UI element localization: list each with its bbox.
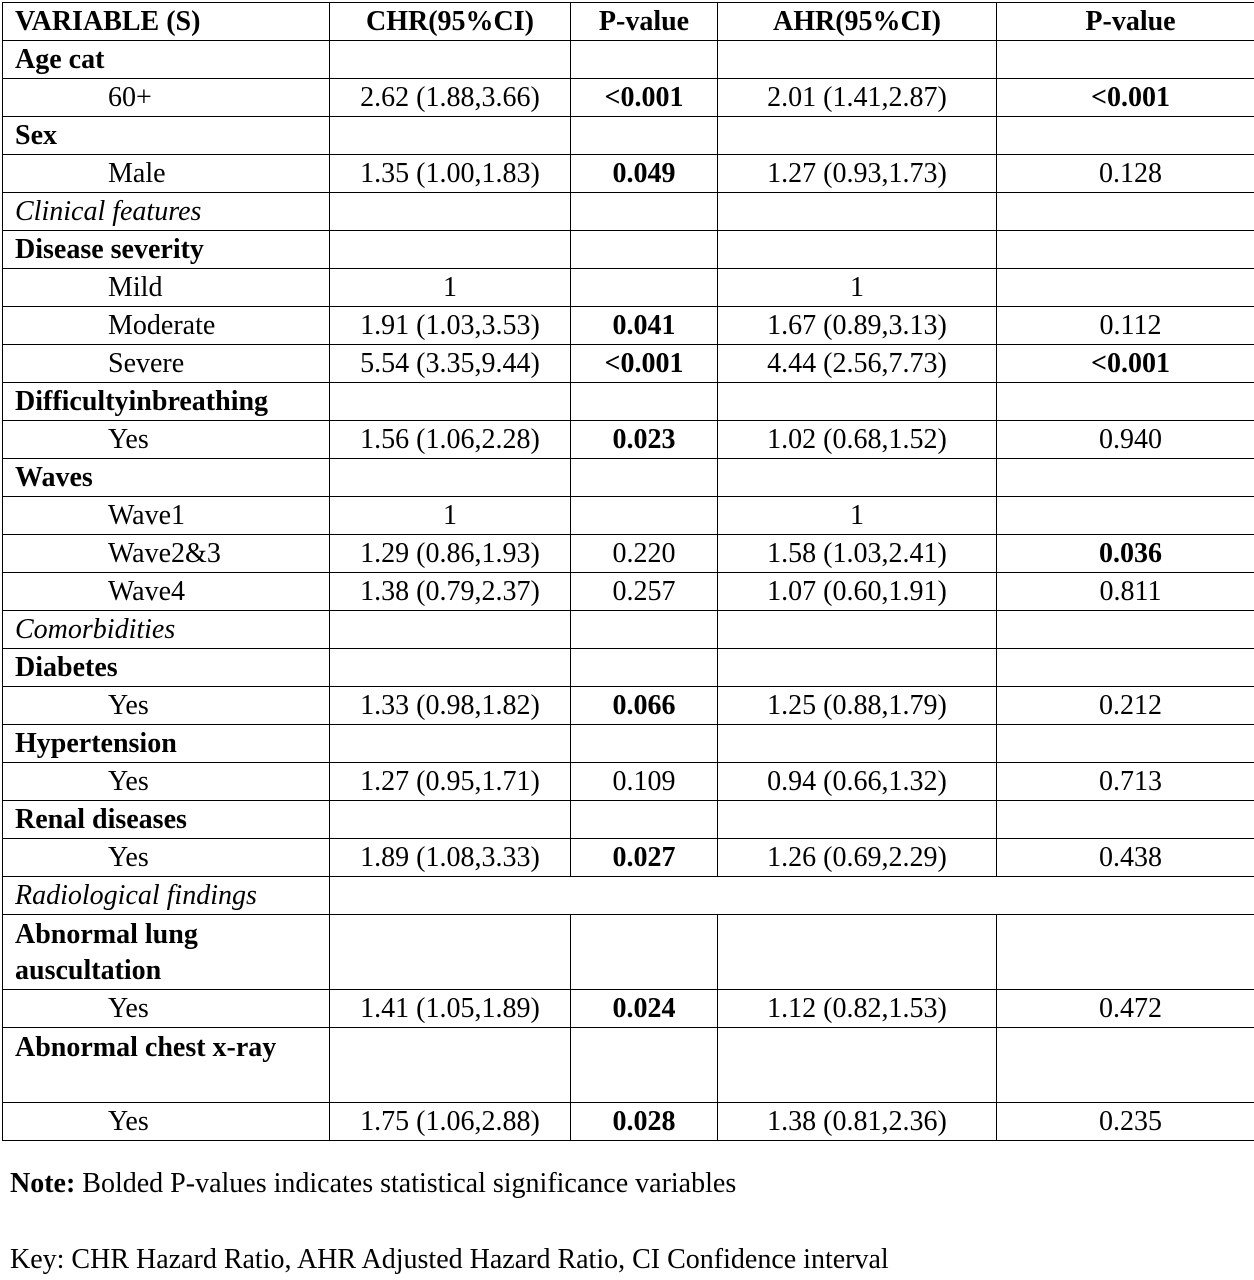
category-label: Wave1 [3, 497, 330, 535]
p-value-1: 0.049 [571, 155, 718, 193]
variable-label: Hypertension [3, 725, 330, 763]
p-value-2: 0.940 [997, 421, 1254, 459]
variable-label: Renal diseases [3, 801, 330, 839]
empty-cell [997, 383, 1254, 421]
table-row [3, 687, 1254, 725]
header-p-value-1: P-value [571, 3, 718, 41]
category-label: Wave4 [3, 573, 330, 611]
section-label: Clinical features [3, 193, 330, 231]
note-text: Bolded P-values indicates statistical significance variables [75, 1168, 737, 1199]
variable-label: Diabetes [3, 649, 330, 687]
empty-cell [330, 193, 571, 231]
chr-value: 1 [330, 497, 571, 535]
category-label: Yes [3, 990, 330, 1028]
category-label: Severe [3, 345, 330, 383]
empty-cell [330, 117, 571, 155]
category-label: Moderate [3, 307, 330, 345]
p-value-2: 0.713 [997, 763, 1254, 801]
empty-cell [571, 459, 718, 497]
table-row [3, 497, 1254, 535]
ahr-value: 1 [718, 269, 997, 307]
variable-label: Difficultyinbreathing [3, 383, 330, 421]
empty-cell [718, 801, 997, 839]
table-row [3, 269, 1254, 307]
empty-cell [718, 383, 997, 421]
category-label: Yes [3, 839, 330, 877]
empty-cell [718, 725, 997, 763]
p-value-1: 0.220 [571, 535, 718, 573]
chr-value: 2.62 (1.88,3.66) [330, 79, 571, 117]
key-line: Key: CHR Hazard Ratio, AHR Adjusted Hazard Ratio, CI Confidence interval [10, 1244, 889, 1275]
results-table [2, 2, 1254, 1141]
table-row [3, 79, 1254, 117]
variable-label: Abnormal lung auscultation [3, 915, 330, 990]
p-value-2: <0.001 [997, 79, 1254, 117]
empty-cell [718, 117, 997, 155]
header-chr: CHR(95%CI) [330, 3, 571, 41]
ahr-value: 2.01 (1.41,2.87) [718, 79, 997, 117]
empty-cell [718, 193, 997, 231]
table-body [3, 41, 1254, 1141]
empty-cell [571, 725, 718, 763]
note-label: Note: [10, 1168, 76, 1199]
chr-value: 1.33 (0.98,1.82) [330, 687, 571, 725]
section-row [3, 877, 1254, 915]
p-value-1 [571, 269, 718, 307]
p-value-2: 0.235 [997, 1103, 1254, 1141]
ahr-value: 1.25 (0.88,1.79) [718, 687, 997, 725]
table-row [3, 839, 1254, 877]
empty-cell [330, 383, 571, 421]
table-row [3, 573, 1254, 611]
empty-cell [718, 231, 997, 269]
empty-cell [997, 231, 1254, 269]
header-ahr: AHR(95%CI) [718, 3, 997, 41]
chr-value: 5.54 (3.35,9.44) [330, 345, 571, 383]
variable-heading-row [3, 41, 1254, 79]
p-value-2: 0.472 [997, 990, 1254, 1028]
p-value-1: <0.001 [571, 79, 718, 117]
empty-cell [997, 611, 1254, 649]
empty-cell [997, 801, 1254, 839]
empty-cell [997, 725, 1254, 763]
empty-cell [330, 41, 571, 79]
empty-cell [571, 649, 718, 687]
p-value-1: 0.023 [571, 421, 718, 459]
empty-cell [571, 801, 718, 839]
chr-value: 1.29 (0.86,1.93) [330, 535, 571, 573]
p-value-2 [997, 269, 1254, 307]
category-label: Yes [3, 687, 330, 725]
chr-value: 1.91 (1.03,3.53) [330, 307, 571, 345]
note-line [10, 1167, 736, 1201]
ahr-value: 1.02 (0.68,1.52) [718, 421, 997, 459]
p-value-1: <0.001 [571, 345, 718, 383]
section-row [3, 611, 1254, 649]
category-label: Wave2&3 [3, 535, 330, 573]
variable-heading-row [3, 725, 1254, 763]
chr-value: 1 [330, 269, 571, 307]
ahr-value: 1.38 (0.81,2.36) [718, 1103, 997, 1141]
p-value-2: 0.036 [997, 535, 1254, 573]
empty-cell [718, 649, 997, 687]
p-value-2: 0.128 [997, 155, 1254, 193]
empty-cell [571, 915, 718, 990]
p-value-2: 0.438 [997, 839, 1254, 877]
empty-cell [571, 1028, 718, 1103]
section-row [3, 193, 1254, 231]
chr-value: 1.35 (1.00,1.83) [330, 155, 571, 193]
empty-cell [718, 41, 997, 79]
empty-cell [330, 801, 571, 839]
variable-label: Disease severity [3, 231, 330, 269]
p-value-1: 0.109 [571, 763, 718, 801]
p-value-2: 0.212 [997, 687, 1254, 725]
table-row [3, 345, 1254, 383]
empty-cell [997, 193, 1254, 231]
ahr-value: 1.26 (0.69,2.29) [718, 839, 997, 877]
empty-cell [997, 41, 1254, 79]
variable-heading-row [3, 459, 1254, 497]
empty-cell [330, 877, 1254, 915]
p-value-1 [571, 497, 718, 535]
variable-label: Age cat [3, 41, 330, 79]
empty-cell [330, 459, 571, 497]
empty-cell [718, 611, 997, 649]
ahr-value: 1.67 (0.89,3.13) [718, 307, 997, 345]
p-value-1: 0.027 [571, 839, 718, 877]
ahr-value: 1.12 (0.82,1.53) [718, 990, 997, 1028]
ahr-value: 4.44 (2.56,7.73) [718, 345, 997, 383]
chr-value: 1.41 (1.05,1.89) [330, 990, 571, 1028]
p-value-2 [997, 497, 1254, 535]
variable-heading-row [3, 231, 1254, 269]
chr-value: 1.27 (0.95,1.71) [330, 763, 571, 801]
empty-cell [997, 915, 1254, 990]
chr-value: 1.56 (1.06,2.28) [330, 421, 571, 459]
table-row [3, 307, 1254, 345]
p-value-1: 0.257 [571, 573, 718, 611]
category-label: Male [3, 155, 330, 193]
table-row [3, 155, 1254, 193]
variable-label: Abnormal chest x-ray [3, 1028, 330, 1103]
empty-cell [571, 383, 718, 421]
empty-cell [571, 193, 718, 231]
category-label: Mild [3, 269, 330, 307]
empty-cell [997, 1028, 1254, 1103]
variable-heading-row [3, 383, 1254, 421]
p-value-1: 0.028 [571, 1103, 718, 1141]
chr-value: 1.38 (0.79,2.37) [330, 573, 571, 611]
empty-cell [718, 459, 997, 497]
empty-cell [997, 459, 1254, 497]
p-value-1: 0.041 [571, 307, 718, 345]
empty-cell [330, 1028, 571, 1103]
ahr-value: 1.07 (0.60,1.91) [718, 573, 997, 611]
category-label: 60+ [3, 79, 330, 117]
p-value-2: <0.001 [997, 345, 1254, 383]
empty-cell [330, 725, 571, 763]
empty-cell [330, 231, 571, 269]
empty-cell [330, 649, 571, 687]
table-row [3, 535, 1254, 573]
header-variable: VARIABLE (S) [3, 3, 330, 41]
chr-value: 1.89 (1.08,3.33) [330, 839, 571, 877]
empty-cell [330, 915, 571, 990]
section-label: Radiological findings [3, 877, 330, 915]
ahr-value: 0.94 (0.66,1.32) [718, 763, 997, 801]
category-label: Yes [3, 763, 330, 801]
variable-heading-row [3, 801, 1254, 839]
table-row [3, 990, 1254, 1028]
empty-cell [571, 117, 718, 155]
ahr-value: 1 [718, 497, 997, 535]
p-value-2: 0.112 [997, 307, 1254, 345]
variable-label: Waves [3, 459, 330, 497]
category-label: Yes [3, 1103, 330, 1141]
chr-value: 1.75 (1.06,2.88) [330, 1103, 571, 1141]
empty-cell [718, 915, 997, 990]
variable-heading-row [3, 1028, 1254, 1103]
ahr-value: 1.58 (1.03,2.41) [718, 535, 997, 573]
ahr-value: 1.27 (0.93,1.73) [718, 155, 997, 193]
empty-cell [718, 1028, 997, 1103]
empty-cell [330, 611, 571, 649]
empty-cell [997, 649, 1254, 687]
section-label: Comorbidities [3, 611, 330, 649]
empty-cell [571, 231, 718, 269]
table-row [3, 1103, 1254, 1141]
header-p-value-2: P-value [997, 3, 1254, 41]
variable-heading-row [3, 915, 1254, 990]
table-row [3, 421, 1254, 459]
empty-cell [571, 611, 718, 649]
p-value-1: 0.066 [571, 687, 718, 725]
table-row [3, 763, 1254, 801]
variable-heading-row [3, 117, 1254, 155]
category-label: Yes [3, 421, 330, 459]
p-value-1: 0.024 [571, 990, 718, 1028]
empty-cell [997, 117, 1254, 155]
variable-label: Sex [3, 117, 330, 155]
empty-cell [571, 41, 718, 79]
table-header-row [3, 3, 1254, 41]
variable-heading-row [3, 649, 1254, 687]
p-value-2: 0.811 [997, 573, 1254, 611]
